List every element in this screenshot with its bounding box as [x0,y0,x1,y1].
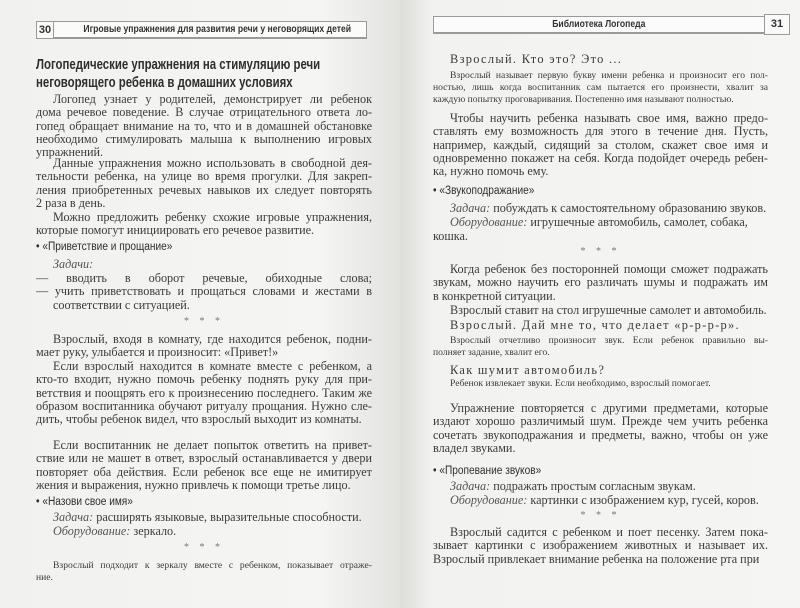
paragraph [36,93,372,159]
text-line: * * * [184,316,224,327]
text-line: Взрослый ставит на стол игрушечные самолет и автомобиль. [450,304,767,317]
running-title [433,16,765,34]
text-line: Взрослый садится с ребенком и поет песенку. Затем пока- [450,526,768,539]
text-line: — вводить в оборот речевые, обиходные слова; [36,272,372,285]
text-line: • «Приветствие и прощание» [36,241,173,253]
task-label: Задача: [450,479,491,493]
text-line: зывает картинки с изображением животных и называет их. [433,539,768,553]
task-label: Оборудование: [53,524,131,538]
task-text: картинки с изображением кур, гусей, коров. [527,493,759,507]
paragraph [36,360,372,426]
page-number: 31 [764,14,790,35]
dialogue-line [433,52,768,66]
text-line: тельности ребенка, на улице во время прогулки. Для закреп- [36,170,372,184]
text-line: * * * [184,542,224,553]
note-paragraph [433,70,768,107]
text-line: Чтобы научить ребенка называть свое имя, важно предо- [450,112,768,125]
task-text: игрушечные автомобиль, самолет, собака, [527,215,748,229]
section-divider [36,542,372,554]
text-line: 2 раза в день. [36,196,106,210]
paragraph [433,402,768,455]
exercise-heading [433,184,768,198]
text-line: Взрослый подходит к зеркалу вместе с ребенком, показывает отраже- [53,560,372,571]
running-title [53,21,367,39]
text-line: ления приобретенных речевых навыков их следует повторять [36,183,372,197]
task-line [36,510,372,524]
text-line: * * * [580,246,621,257]
task-text: побуждать к самостоятельному образованию звуков. [490,201,767,215]
task-line [433,493,768,507]
page-number: 30 [36,21,54,39]
section-divider [433,246,768,258]
exercise-heading [36,240,372,254]
text-line: Данные упражнения можно использовать в свободной дея- [53,157,372,170]
dialogue-line [433,318,768,332]
paragraph [433,304,768,317]
text-line: ставлять ему возможность для этого в течение дня. Пусть, [433,125,768,139]
text-line: Когда ребенок без посторонней помощи сможет подражать [450,263,768,276]
text-line: одновременно покажет на себя. Когда подойдет очередь ребен- [433,151,768,165]
task-block [433,201,768,243]
task-list [36,272,372,312]
text-line: • «Пропевание звуков» [433,465,542,477]
right-page [400,0,800,608]
task-text: кошка. [433,229,468,243]
text-line: ствие или не машет в ответ, взрослый останавливается у двери [36,452,372,466]
note-paragraph [433,378,768,390]
text-line: жения и выражения, нужно привлечь к помощи третье лицо. [36,478,351,492]
note-paragraph [433,335,768,359]
paragraph [36,439,372,492]
text-line: • «Назови свое имя» [36,496,133,508]
paragraph [433,263,768,303]
text-line: гопед обращает внимание на то, что и в домашней обстановке [36,119,372,133]
text-line: полняет задание, хвалит его. [433,347,550,359]
text-line: Ребенок извлекает звуки. Если необходимо, взрослый помогает. [450,378,711,389]
paragraph [433,112,768,178]
task-block [36,257,372,271]
text-line: Как шумит автомобиль? [450,363,606,377]
text-line: кто-то входит, нужно помочь ребенку поднять руку для при- [36,373,372,387]
task-label: Задача: [450,201,491,215]
text-line: Можно предложить ребенку схожие игровые упражнения, [53,211,372,224]
exercise-heading [36,495,372,509]
text-line: каждую попытку проговаривания. Постепенно имя называют полностью. [433,94,734,106]
task-line [433,479,768,493]
text-line: например, каждый, сидящий за столом, скажет свое имя и [433,138,768,152]
task-text: подражать простым согласным звукам. [490,479,696,493]
text-line: * * * [580,510,621,521]
task-line [36,524,372,538]
task-text: зеркало. [130,524,177,538]
section-divider [36,316,372,328]
text-line: владел звуками. [433,441,516,455]
paragraph [433,526,768,566]
text-line: Упражнение повторяется с другими предметами, которые [450,402,768,415]
note-paragraph [36,560,372,584]
text-line: неговорящего ребенка в домашних условиях [36,74,293,91]
text-line: ветствия и поощрять его к произнесению последнего. Таким же [36,386,372,400]
text-line: Если воспитанник не делает попыток ответить на привет- [53,439,372,452]
text-line: дома речевое поведение. В случае отрицательного ответа ло- [36,106,372,120]
task-line [36,257,372,271]
exercise-heading [433,464,768,478]
paragraph [36,333,372,360]
text-line: Если взрослый находится в комнате вместе с ребенком, а [53,360,372,373]
text-line: ка, нужно помочь ему. [433,165,549,179]
task-block [36,510,372,538]
text-line: упражнений. [36,146,104,160]
text-line: Логопедические упражнения на стимуляцию речи [36,56,321,73]
text-line: которые помогут инициировать его речевое развитие. [36,224,315,238]
text-line: Взрослый отчетливо произносит звук. Если ребенок правильно вы- [450,335,768,346]
text-line: • «Звукоподражание» [433,185,535,197]
text-line: издают хорошо различимый шум. Прежде чем учить ребенка [433,415,768,429]
text-line: Взрослый. Кто это? Это ... [450,52,623,66]
task-label: Оборудование: [450,493,528,507]
text-line: Взрослый называет первую букву имени ребенка и произносит его пол- [450,70,768,81]
text-line: сочетать звукоподражания и предметы, важно, чтобы он уже [433,428,768,442]
dialogue-line [433,363,768,377]
text-line: повторяет оба действия. Если ребенок все еще не имитирует [36,465,372,479]
text-line: Взрослый, входя в комнату, где находится ребенок, подни- [53,333,372,346]
task-line [433,229,768,243]
task-label: Задача: [53,510,94,524]
section-title [36,56,372,92]
text-line: звукам, можно научить его различать шумы и подражать им [433,276,768,290]
task-line [433,201,768,215]
text-line: дить, чтобы ребенок видел, что взрослый выходит из комнаты. [36,413,362,427]
running-title-text: Игровые упражнения для развития речи у неговорящих детей [83,23,352,35]
text-line: — учить приветствовать и прощаться словами и жестами в [36,285,372,299]
text-line: образом воспитанника обучают ритуалу прощания. Нужно сле- [36,399,372,413]
text-line: ностью, лишь когда воспитанник сам пытается его произнести, хвалит за [433,82,768,94]
text-line: Взрослый. Дай мне то, что делает «р-р-р-р». [450,318,740,332]
task-line [433,215,768,229]
paragraph [36,157,372,210]
task-label: Оборудование: [450,215,528,229]
paragraph [36,211,372,238]
text-line: Логопед узнает у родителей, демонстрирует ли ребенок [53,93,372,106]
section-divider [433,510,768,522]
text-line: Взрослый привлекает внимание ребенка на положение рта при [433,552,760,566]
text-line: необходимо стимулировать малыша к выполнению игровых [36,132,372,146]
running-title-text: Библиотека Логопеда [552,18,646,30]
task-text: расширять языковые, выразительные способности. [93,510,362,524]
task-label: Задачи: [53,257,94,271]
task-block [433,479,768,507]
text-line: в конкретной ситуации. [433,289,556,303]
text-line: ние. [36,572,53,584]
text-line: мает руку, улыбается и произносит: «Привет!» [36,346,279,360]
text-line: соответствии с ситуацией. [53,298,190,312]
